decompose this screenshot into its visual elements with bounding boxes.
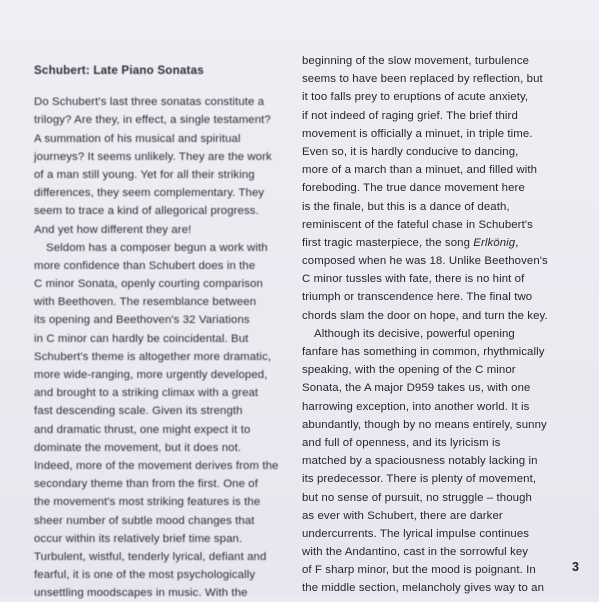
text-line: triumph or transcendence here. The final two	[302, 291, 533, 304]
left-paragraph-1	[34, 93, 292, 239]
text-line: Seldom has a composer begun a work with	[46, 241, 268, 254]
text-line: beginning of the slow movement, turbulence	[302, 55, 530, 67]
text-run: ,	[515, 236, 519, 249]
text-line: of a man still young. Yet for all their striking	[34, 168, 255, 181]
text-line: Indeed, more of the movement derives from the	[34, 459, 279, 472]
text-line: matched by a spaciousness notably lacking in	[302, 455, 538, 468]
text-line: is the finale, but this is a dance of death,	[302, 200, 510, 213]
text-line: Schubert's theme is altogether more dramatic,	[34, 350, 272, 363]
text-line: Do Schubert's last three sonatas constitute a	[34, 96, 265, 109]
text-line: its predecessor. There is plenty of movement,	[302, 473, 537, 486]
left-column	[34, 56, 292, 602]
right-column	[302, 52, 564, 598]
text-line: seem to trace a kind of allegorical progress.	[34, 205, 259, 218]
text-line: unsettling moodscapes in music. With the	[34, 587, 248, 600]
text-line: Even so, it is hardly conducive to dancing,	[302, 145, 519, 158]
text-line: and full of openness, and its lyricism is	[302, 436, 501, 449]
text-line: and dramatic thrust, one might expect it to	[34, 423, 251, 436]
text-line: composed when he was 18. Unlike Beethoven's	[302, 255, 548, 268]
right-paragraph-2	[302, 325, 564, 598]
text-line: it too falls prey to eruptions of acute anxiety,	[302, 91, 529, 104]
text-line: of F sharp minor, but the mood is poignant. In	[302, 564, 536, 577]
text-line: reminiscent of the fateful chase in Schubert's	[302, 218, 533, 231]
text-line: Turbulent, wistful, tenderly lyrical, defiant and	[34, 550, 267, 563]
text-line: abundantly, though by no means entirely, sunny	[302, 418, 547, 431]
text-line: harrowing exception, into another world. It is	[302, 400, 530, 413]
text-line: sheer number of subtle mood changes that	[34, 514, 255, 527]
text-line: and brought to a striking climax with a great	[34, 387, 259, 400]
text-line: with Beethoven. The resemblance between	[34, 296, 257, 309]
text-line: with the Andantino, cast in the sorrowful key	[302, 546, 529, 559]
text-line: more of a march than a minuet, and filled with	[302, 164, 538, 177]
text-line: And yet how different they are!	[34, 223, 192, 236]
text-line: secondary theme than from the first. One of	[34, 478, 258, 491]
text-line: foreboding. The true dance movement here	[302, 182, 525, 195]
text-line: speaking, with the opening of the C minor	[302, 364, 516, 377]
text-line: trilogy? Are they, in effect, a single testament?	[34, 114, 271, 127]
text-line: fearful, it is one of the most psychologically	[34, 569, 256, 582]
text-line: fanfare has something in common, rhythmically	[302, 346, 545, 358]
section-heading: Schubert: Late Piano Sonatas	[34, 64, 204, 77]
text-line: but no sense of pursuit, no struggle – though	[302, 491, 532, 504]
text-line: if not indeed of raging grief. The brief third	[302, 109, 518, 122]
text-line: occur within its relatively brief time span.	[34, 532, 243, 545]
text-line: more confidence than Schubert does in the	[34, 259, 256, 272]
text-line: journeys? It seems unlikely. They are the work	[34, 150, 272, 163]
text-line	[302, 234, 564, 252]
text-line: fast descending scale. Given its strength	[34, 405, 243, 418]
text-line: as ever with Schubert, there are darker	[302, 509, 503, 522]
text-line: its opening and Beethoven's 32 Variations	[34, 314, 250, 327]
text-line: C minor tussles with fate, there is no hint of	[302, 273, 525, 286]
left-paragraph-2	[34, 239, 292, 602]
right-paragraph-1	[302, 52, 564, 325]
song-title: Erlkönig	[473, 236, 516, 249]
text-line: chords slam the door on hope, and turn the key.	[302, 309, 548, 322]
text-line: C minor Sonata, openly courting comparison	[34, 278, 263, 291]
text-run: first tragic masterpiece, the song	[302, 236, 474, 249]
text-line: the movement's most striking features is the	[34, 496, 261, 509]
text-line: A summation of his musical and spiritual	[34, 132, 241, 145]
text-line: more wide-ranging, more urgently developed,	[34, 369, 268, 382]
text-line: Although its decisive, powerful opening	[314, 327, 515, 340]
text-line: in C minor can hardly be coincidental. But	[34, 332, 249, 345]
text-line: Sonata, the A major D959 takes us, with one	[302, 382, 531, 395]
text-line: dominate the movement, but it does not.	[34, 441, 242, 454]
text-line: the middle section, melancholy gives way to an	[302, 582, 545, 595]
text-line: differences, they seem complementary. They	[34, 187, 265, 200]
page-number: 3	[572, 560, 579, 574]
text-line: undercurrents. The lyrical impulse continues	[302, 527, 530, 540]
text-line: seems to have been replaced by reflection, but	[302, 73, 543, 86]
text-line: movement is officially a minuet, in triple time.	[302, 127, 533, 140]
